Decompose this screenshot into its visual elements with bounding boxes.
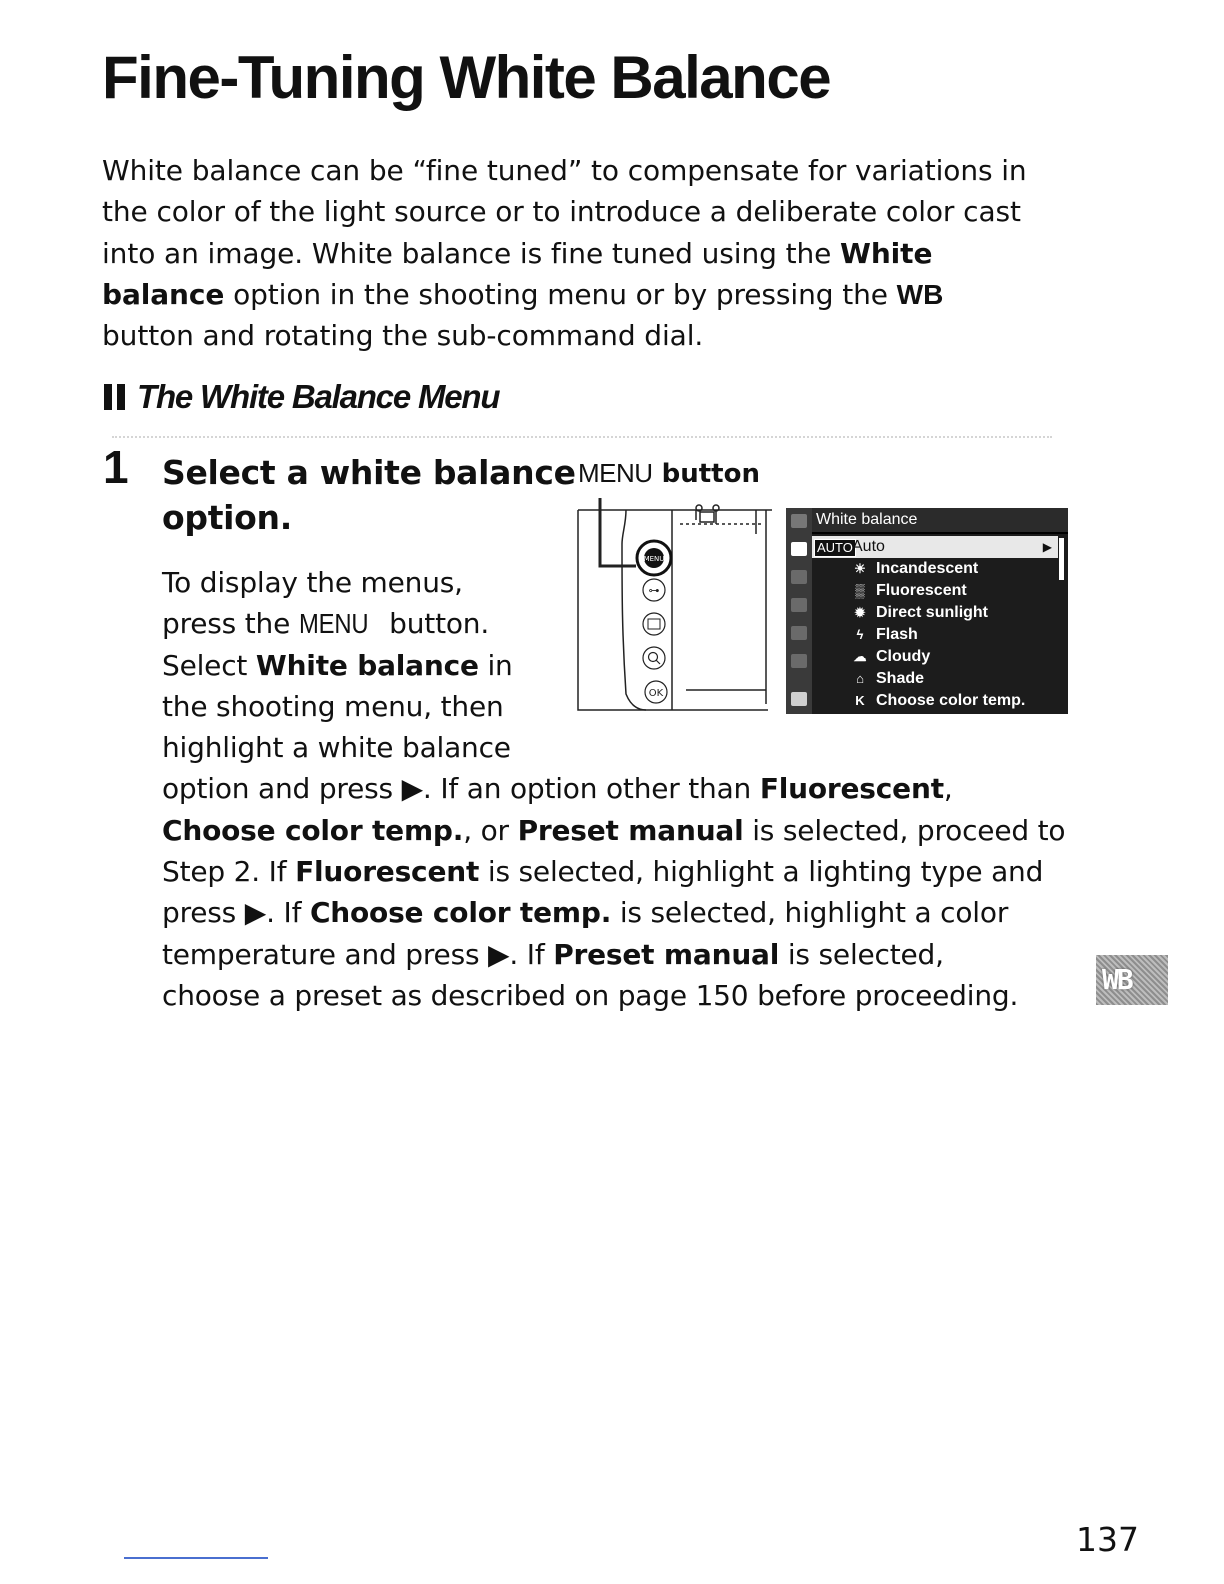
svg-text:⊶: ⊶ bbox=[648, 584, 660, 597]
auto-badge: AUTO bbox=[814, 539, 856, 557]
sun-icon: ✹ bbox=[854, 605, 866, 620]
svg-text:OK: OK bbox=[648, 688, 664, 699]
cloud-icon: ☁ bbox=[853, 649, 867, 664]
kelvin-icon: K bbox=[855, 693, 865, 708]
section-divider bbox=[112, 436, 1052, 438]
page-number: 137 bbox=[1076, 1520, 1139, 1559]
incandescent-icon: ☀ bbox=[854, 561, 866, 576]
footer-rule bbox=[124, 1557, 268, 1559]
wb-button-label: WB bbox=[896, 278, 944, 310]
menu-item-fluorescent[interactable]: ▒ Fluorescent bbox=[812, 580, 1058, 602]
menu-item-direct-sunlight[interactable]: ✹ Direct sunlight bbox=[812, 602, 1058, 624]
intro-paragraph: White balance can be “fine tuned” to compensate for variations in the color of the light source or to introduce a deliberate color cast into an image. White balance is fine tuned using the White balance option in the shooting menu or by pressing the WB button and rotating the sub-command dial. bbox=[102, 154, 1027, 353]
playback-menu-icon bbox=[791, 514, 807, 528]
section-heading: The White Balance Menu bbox=[104, 378, 499, 416]
step-title: Select a white balance option. bbox=[162, 453, 576, 537]
menu-item-incandescent[interactable]: ☀ Incandescent bbox=[812, 558, 1058, 580]
section-marker-icon bbox=[104, 384, 112, 410]
section-marker-icon bbox=[117, 384, 125, 410]
menu-button-caption: MENU button bbox=[578, 458, 760, 489]
menu-item-auto[interactable]: AUTO Auto ▶ bbox=[812, 536, 1058, 558]
right-arrow-icon: ▶ bbox=[1042, 540, 1052, 554]
shade-icon: ⌂ bbox=[856, 671, 864, 686]
menu-item-choose-color-temp[interactable]: K Choose color temp. bbox=[812, 690, 1058, 712]
svg-text:MENU: MENU bbox=[643, 555, 665, 563]
fluorescent-icon: ▒ bbox=[855, 583, 865, 598]
menu-item-flash[interactable]: ϟ Flash bbox=[812, 624, 1058, 646]
step-body-text: To display the menus, press the MENU button. Select White balance in the shooting menu, then highlight a white balance option and press ▶. If an option other than Fluorescent, Choose color temp., or Preset manual is selected, proceed to Step 2. If Fluorescent is selected, highlight a lighting type and press ▶. If Choose color temp. is selected, highlight a color temperature and press ▶. If Preset manual is selected, choose a preset as described on page 150 before proceeding. bbox=[162, 566, 1066, 1012]
menu-item-cloudy[interactable]: ☁ Cloudy bbox=[812, 646, 1058, 668]
menu-screen-title: White balance bbox=[812, 508, 1068, 534]
menu-item-shade[interactable]: ⌂ Shade bbox=[812, 668, 1058, 690]
shooting-menu-icon bbox=[791, 542, 807, 556]
menu-button-label: MENU bbox=[298, 608, 369, 640]
page-title: Fine-Tuning White Balance bbox=[102, 44, 831, 111]
wb-thumb-tab: WB bbox=[1096, 955, 1168, 1005]
step-number: 1 bbox=[103, 441, 129, 493]
flash-icon: ϟ bbox=[856, 627, 864, 642]
